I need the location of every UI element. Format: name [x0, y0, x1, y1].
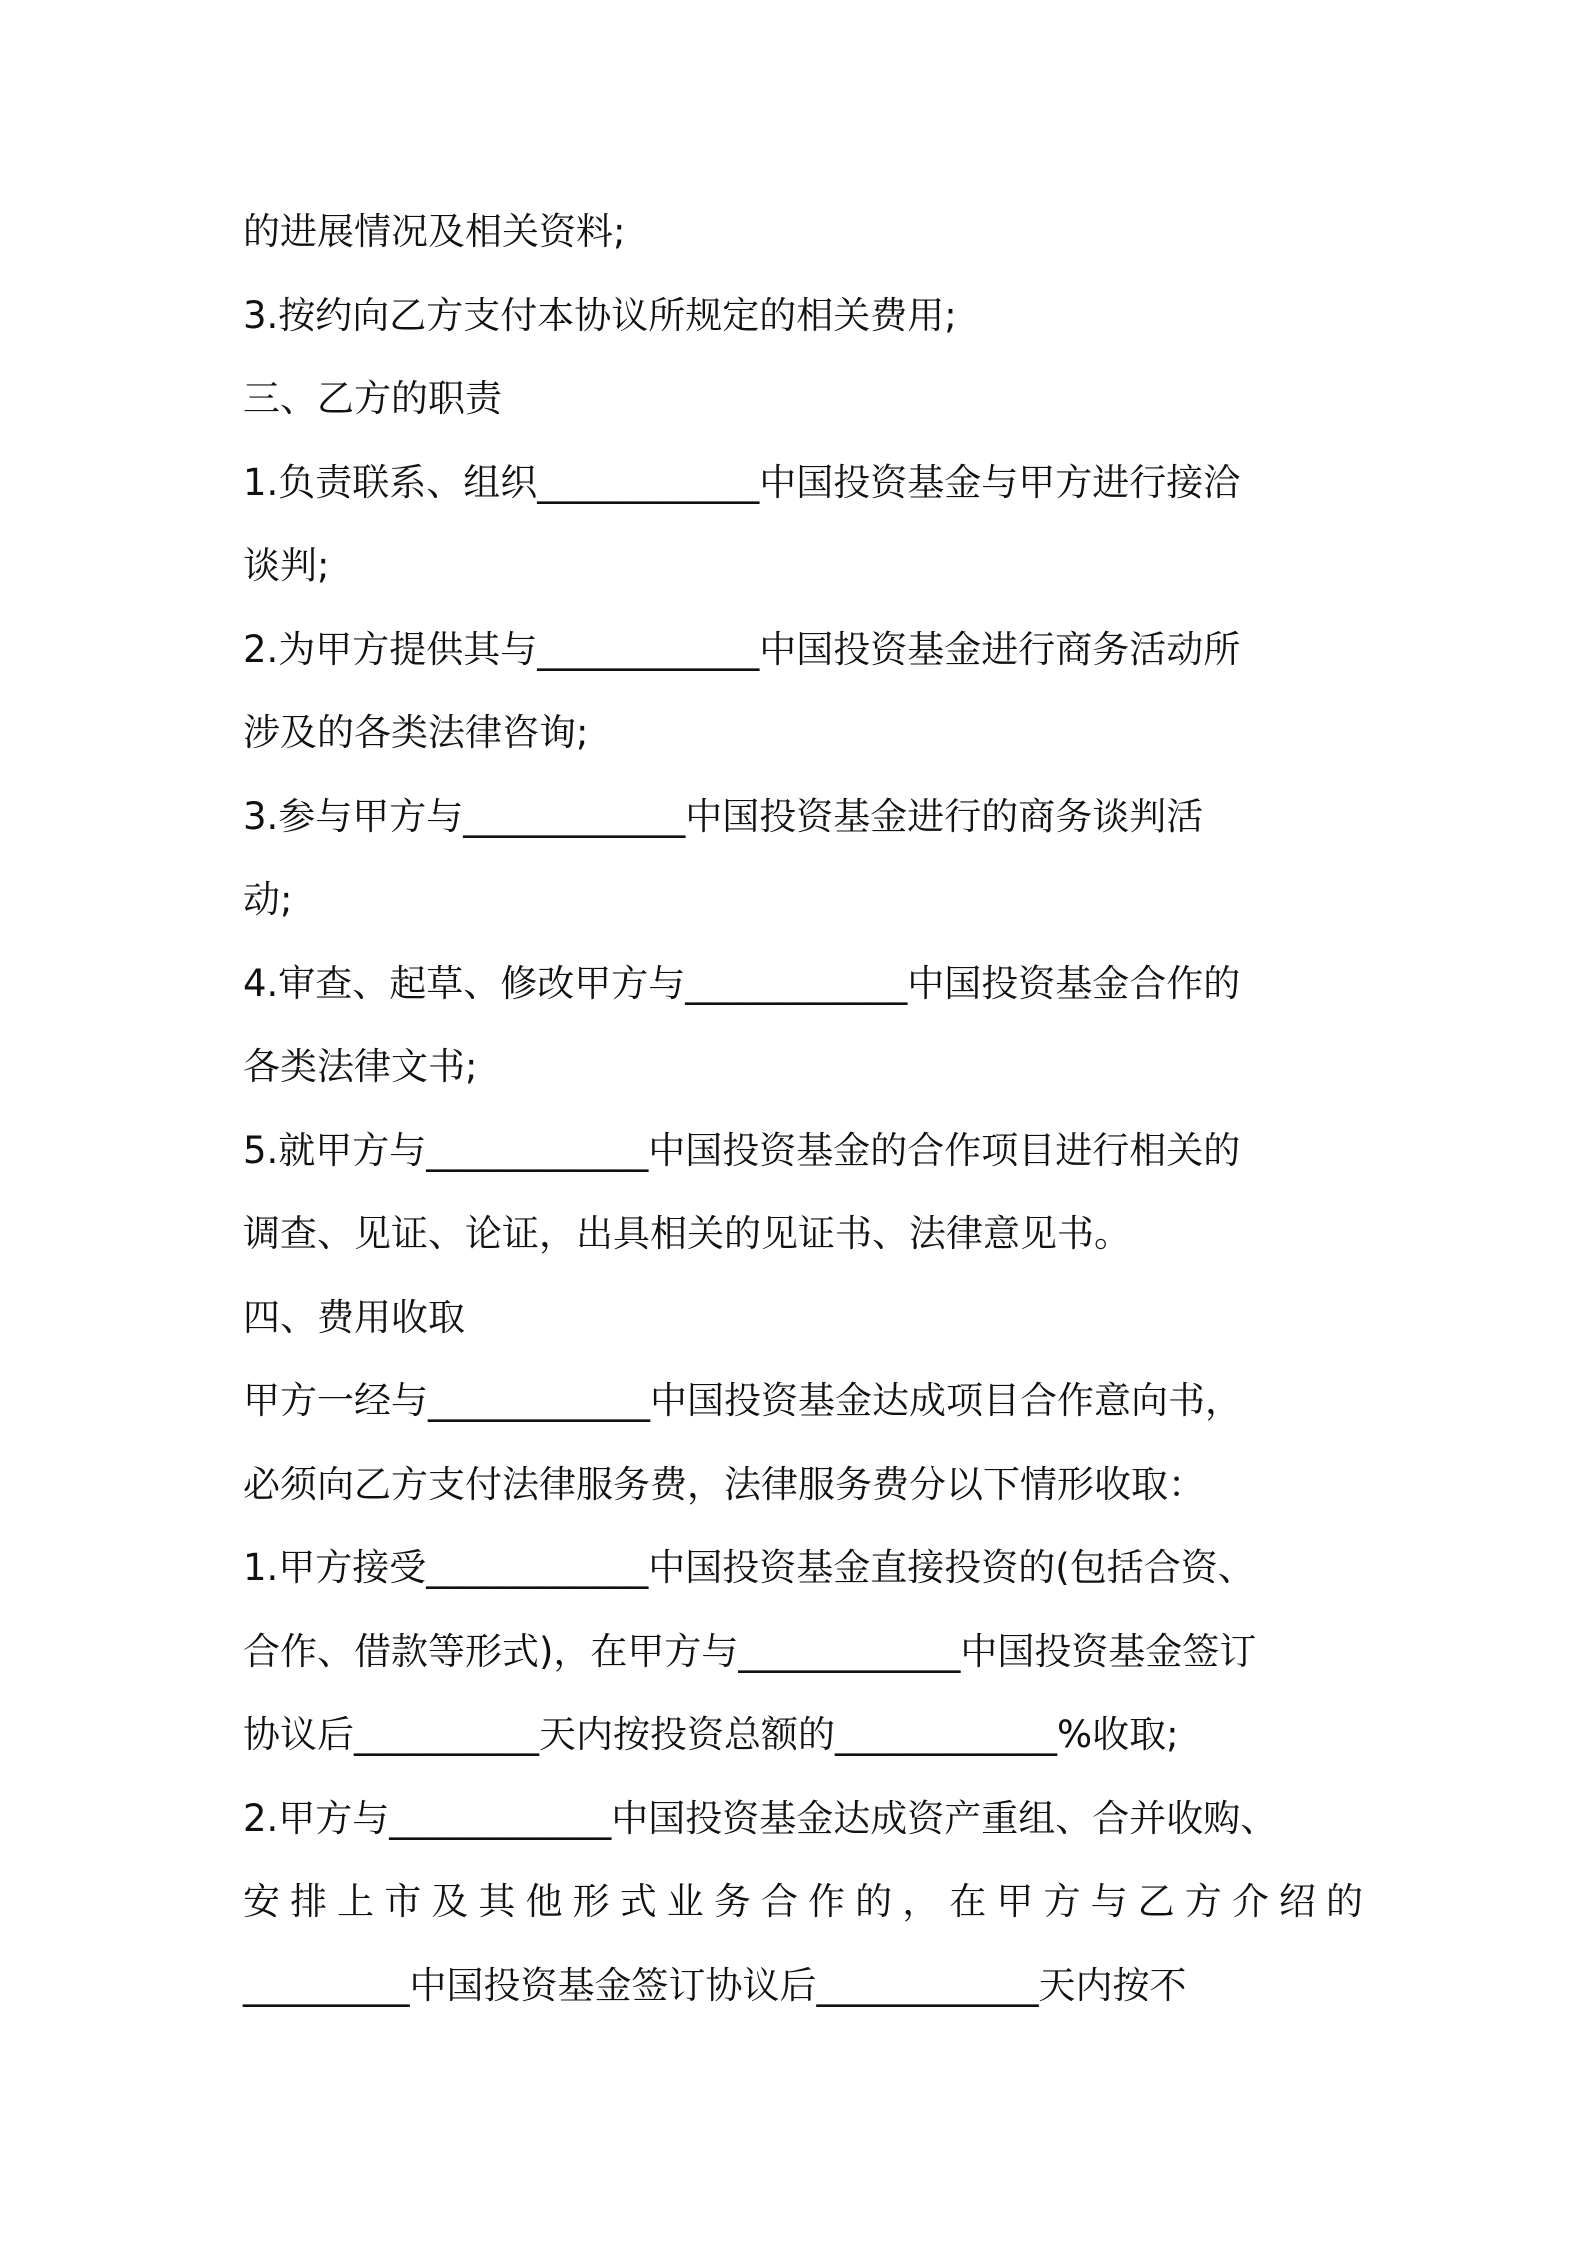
text-line: 涉及的各类法律咨询; [243, 711, 589, 754]
text-line: 谈判; [243, 544, 330, 587]
text-line: 2.甲方与____________中国投资基金达成资产重组、合并收购、 [243, 1796, 1278, 1840]
text-line: 安排上市及其他形式业务合作的，在甲方与乙方介绍的 [243, 1880, 1363, 1923]
text-line: 必须向乙方支付法律服务费，法律服务费分以下情形收取： [243, 1462, 1205, 1506]
text-line: 1.负责联系、组织____________中国投资基金与甲方进行接洽 [243, 460, 1241, 504]
document-body [243, 197, 1363, 2034]
text-line: 动; [243, 878, 293, 921]
text-line: 5.就甲方与____________中国投资基金的合作项目进行相关的 [243, 1128, 1241, 1172]
text-line: _________中国投资基金签订协议后____________天内按不 [243, 1963, 1187, 2007]
text-line: 各类法律文书; [243, 1045, 478, 1088]
text-line: 甲方一经与____________中国投资基金达成项目合作意向书， [243, 1379, 1242, 1422]
text-line: 协议后__________天内按投资总额的____________%收取; [243, 1713, 1179, 1756]
text-line: 调查、见证、论证，出具相关的见证书、法律意见书。 [243, 1212, 1131, 1255]
section-heading: 三、乙方的职责 [243, 377, 502, 420]
text-line: 3.参与甲方与____________中国投资基金进行的商务谈判活 [243, 794, 1204, 838]
text-line: 3.按约向乙方支付本协议所规定的相关费用; [243, 293, 957, 337]
text-line: 4.审查、起草、修改甲方与____________中国投资基金合作的 [243, 961, 1241, 1005]
section-heading: 四、费用收取 [243, 1295, 465, 1339]
text-line: 合作、借款等形式)，在甲方与____________中国投资基金签订 [243, 1629, 1257, 1673]
text-line: 的进展情况及相关资料; [243, 210, 626, 253]
text-line: 2.为甲方提供其与____________中国投资基金进行商务活动所 [243, 627, 1241, 671]
text-line: 1.甲方接受____________中国投资基金直接投资的(包括合资、 [243, 1546, 1255, 1589]
